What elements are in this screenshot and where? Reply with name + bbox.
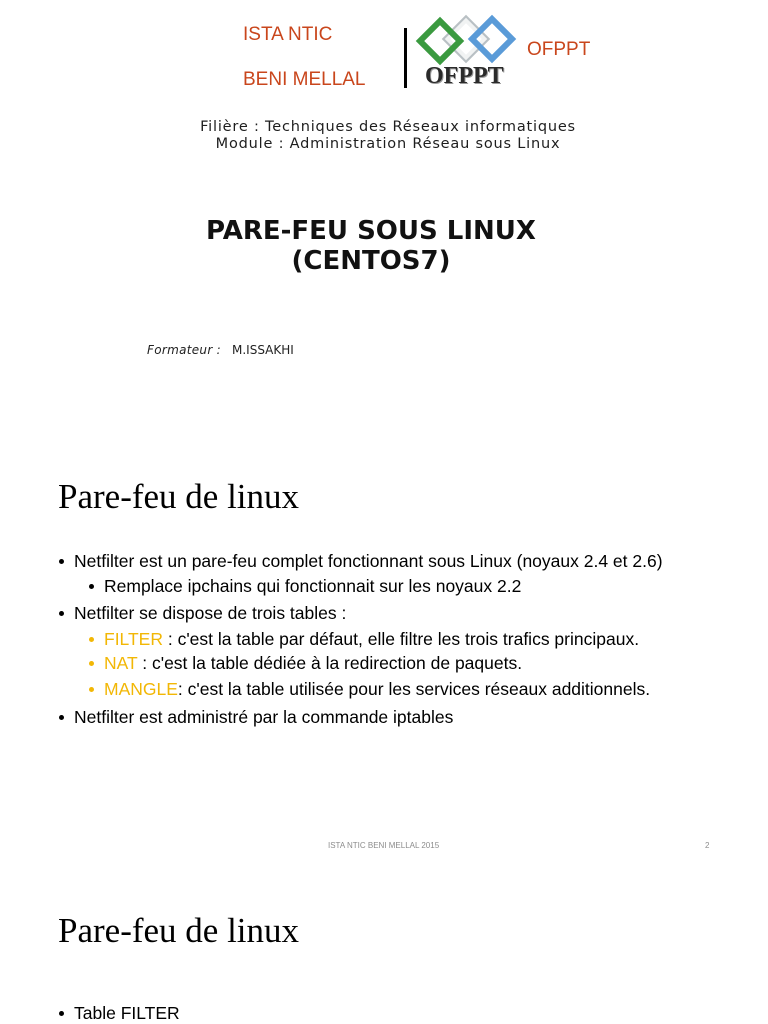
bullet-marker <box>59 611 64 616</box>
filiere-line: Filière : Techniques des Réseaux informatiques <box>200 119 576 135</box>
bullet-text: Remplace ipchains qui fonctionnait sur les noyaux 2.2 <box>104 576 522 596</box>
bullet-item <box>59 602 346 624</box>
presentation-title-line2: (CENTOS7) <box>291 246 451 276</box>
bullet-marker <box>89 584 94 589</box>
bullet-marker <box>59 1011 64 1016</box>
ofppt-logo-text: OFPPT <box>425 63 504 89</box>
trainer-name: M.ISSAKHI <box>232 343 294 357</box>
page-number: 2 <box>705 841 710 850</box>
highlight-keyword: MANGLE <box>104 679 178 699</box>
slide-footer-text: ISTA NTIC BENI MELLAL 2015 <box>328 841 440 850</box>
ofppt-logo-icon <box>412 14 520 66</box>
bullet-marker <box>59 715 64 720</box>
institute-city: BENI MELLAL <box>243 69 366 90</box>
highlight-keyword: FILTER <box>104 629 163 649</box>
bullet-description: : c'est la table dédiée à la redirection de paquets. <box>137 653 523 673</box>
bullet-text <box>104 628 639 650</box>
bullet-text: Table FILTER <box>74 1003 180 1023</box>
header-divider <box>404 28 407 88</box>
bullet-item <box>59 550 663 572</box>
slide-title: Pare-feu de linux <box>58 911 300 950</box>
institute-name: ISTA NTIC <box>243 24 333 45</box>
bullet-item <box>89 652 522 674</box>
bullet-text: Netfilter est administré par la commande iptables <box>74 707 454 727</box>
bullet-item <box>59 1002 180 1024</box>
bullet-item <box>59 706 453 728</box>
bullet-item <box>89 678 650 700</box>
bullet-text: Netfilter est un pare-feu complet fonctionnant sous Linux (noyaux 2.4 et 2.6) <box>74 551 663 571</box>
bullet-text: Netfilter se dispose de trois tables : <box>74 603 347 623</box>
bullet-marker <box>59 559 64 564</box>
slide-title: Pare-feu de linux <box>58 477 300 516</box>
slide-3 <box>0 880 768 1024</box>
bullet-description: : c'est la table par défaut, elle filtre les trois trafics principaux. <box>163 629 640 649</box>
bullet-marker <box>89 637 94 642</box>
bullet-text <box>104 652 522 674</box>
bullet-marker <box>89 661 94 666</box>
slide-2 <box>0 440 768 870</box>
trainer-label: Formateur : <box>147 343 222 357</box>
organization-name: OFPPT <box>527 39 591 60</box>
highlight-keyword: NAT <box>104 653 138 673</box>
presentation-title-line1: PARE-FEU SOUS LINUX <box>206 216 536 246</box>
bullet-item <box>89 628 639 650</box>
bullet-text <box>104 678 650 700</box>
bullet-item <box>89 575 521 597</box>
bullet-description: : c'est la table utilisée pour les services réseaux additionnels. <box>177 679 651 699</box>
bullet-marker <box>89 687 94 692</box>
module-line: Module : Administration Réseau sous Linux <box>215 136 561 152</box>
title-slide <box>0 0 768 430</box>
